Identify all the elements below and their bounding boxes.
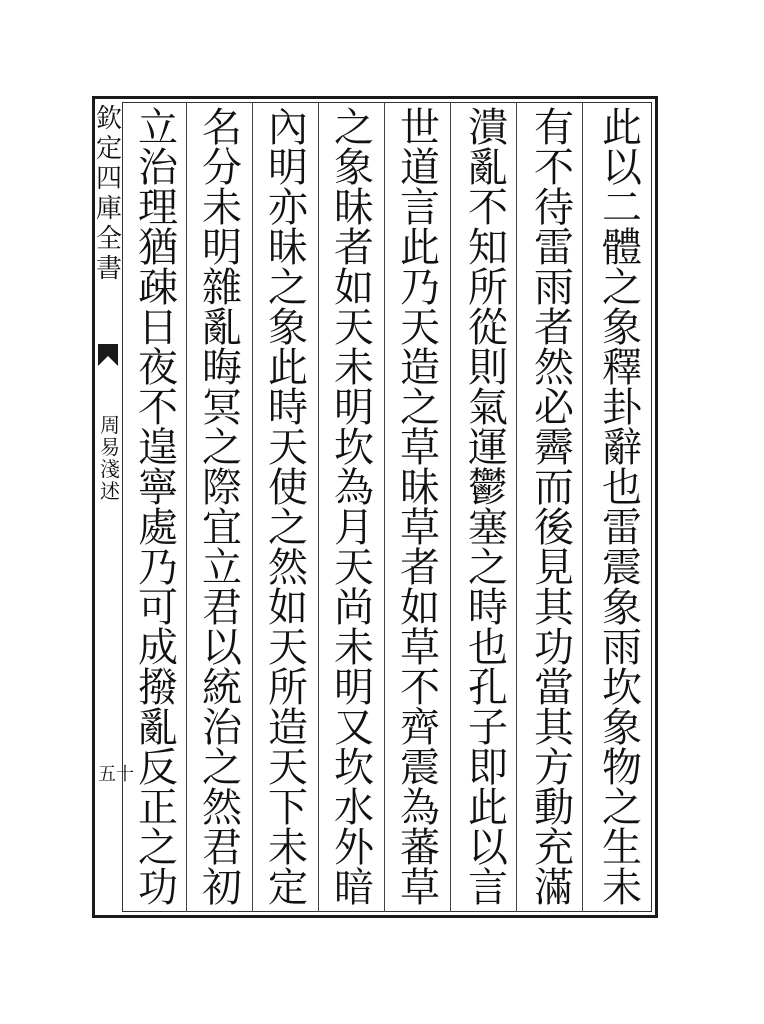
character: 動: [534, 785, 574, 831]
character: 天: [268, 625, 308, 671]
character: 明: [334, 665, 374, 711]
character: 之: [202, 425, 242, 471]
character: 亂: [468, 145, 508, 191]
character: 之: [602, 265, 642, 311]
character: 功: [534, 625, 574, 671]
character: 象: [334, 145, 374, 191]
character: 日: [138, 305, 178, 351]
character: 後: [534, 505, 574, 551]
character: 方: [534, 745, 574, 791]
character: 以: [468, 825, 508, 871]
character: 造: [400, 345, 440, 391]
character: 子: [468, 705, 508, 751]
character: 尚: [334, 585, 374, 631]
character: 之: [334, 105, 374, 151]
character: 君: [202, 825, 242, 871]
character: 坎: [334, 745, 374, 791]
character: 孔: [468, 665, 508, 711]
character: 周: [100, 413, 120, 437]
character: 淺: [100, 457, 120, 481]
character: 之: [268, 265, 308, 311]
character: 此: [268, 345, 308, 391]
character: 撥: [138, 665, 178, 711]
character: 坎: [334, 425, 374, 471]
character: 草: [400, 505, 440, 551]
section-title: [100, 414, 120, 502]
character: 亦: [268, 185, 308, 231]
character: 辭: [602, 425, 642, 471]
character: 者: [534, 305, 574, 351]
character: 晦: [202, 345, 242, 391]
character: 充: [534, 825, 574, 871]
character: 此: [602, 105, 642, 151]
page-number: 五十: [98, 764, 134, 785]
character: 者: [334, 225, 374, 271]
character: 乃: [400, 265, 440, 311]
character: 遑: [138, 425, 178, 471]
character: 所: [268, 665, 308, 711]
character: 述: [100, 479, 120, 503]
character: 統: [202, 665, 242, 711]
character: 昧: [334, 185, 374, 231]
character: 草: [400, 425, 440, 471]
character: 之: [468, 545, 508, 591]
text-column-3: [456, 105, 520, 911]
text-column-8: [126, 105, 190, 911]
character: 以: [602, 145, 642, 191]
character: 反: [138, 745, 178, 791]
character: 明: [268, 145, 308, 191]
character: 治: [202, 705, 242, 751]
character: 未: [334, 345, 374, 391]
character: 象: [602, 705, 642, 751]
character: 氣: [468, 385, 508, 431]
text-column-2: [522, 105, 586, 911]
character: 四: [96, 164, 123, 194]
character: 之: [602, 785, 642, 831]
character: 天: [268, 425, 308, 471]
character: 之: [202, 745, 242, 791]
character: 亂: [138, 705, 178, 751]
character: 定: [96, 134, 123, 164]
character: 水: [334, 785, 374, 831]
character: 草: [400, 625, 440, 671]
text-column-4: [388, 105, 452, 911]
character: 未: [602, 865, 642, 911]
character: 明: [202, 225, 242, 271]
character: 寧: [138, 465, 178, 511]
character: 待: [534, 185, 574, 231]
character: 運: [468, 425, 508, 471]
character: 未: [202, 185, 242, 231]
fishtail-mark-icon: [96, 340, 120, 370]
character: 如: [268, 585, 308, 631]
character: 欽: [96, 104, 123, 134]
character: 震: [400, 745, 440, 791]
character: 不: [138, 385, 178, 431]
character: 則: [468, 345, 508, 391]
character: 如: [400, 585, 440, 631]
character: 道: [400, 145, 440, 191]
character: 冥: [202, 385, 242, 431]
character: 鬱: [468, 465, 508, 511]
text-column-6: [256, 105, 320, 911]
character: 下: [268, 785, 308, 831]
character: 坎: [602, 665, 642, 711]
character: 處: [138, 505, 178, 551]
character: 也: [602, 465, 642, 511]
character: 庫: [96, 194, 123, 224]
character: 當: [534, 665, 574, 711]
text-column-1: [590, 105, 654, 911]
character: 書: [96, 254, 123, 284]
character: 時: [268, 385, 308, 431]
character: 者: [400, 545, 440, 591]
character: 月: [334, 505, 374, 551]
character: 言: [468, 865, 508, 911]
character: 為: [400, 785, 440, 831]
character: 有: [534, 105, 574, 151]
character: 知: [468, 225, 508, 271]
character: 立: [138, 105, 178, 151]
character: 卦: [602, 385, 642, 431]
character: 猶: [138, 225, 178, 271]
character: 使: [268, 465, 308, 511]
character: 正: [138, 785, 178, 831]
character: 亂: [202, 305, 242, 351]
character: 理: [138, 185, 178, 231]
character: 所: [468, 265, 508, 311]
text-column-5: [322, 105, 386, 911]
character: 易: [100, 435, 120, 459]
character: 雨: [602, 625, 642, 671]
character: 君: [202, 585, 242, 631]
character: 其: [534, 585, 574, 631]
character: 即: [468, 745, 508, 791]
character: 雷: [534, 225, 574, 271]
character: 分: [202, 145, 242, 191]
character: 可: [138, 585, 178, 631]
character: 時: [468, 585, 508, 631]
character: 從: [468, 305, 508, 351]
character: 潰: [468, 105, 508, 151]
character: 外: [334, 825, 374, 871]
character: 震: [602, 545, 642, 591]
character: 見: [534, 545, 574, 591]
character: 天: [334, 545, 374, 591]
character: 為: [334, 465, 374, 511]
character: 之: [138, 825, 178, 871]
character: 霽: [534, 425, 574, 471]
character: 釋: [602, 345, 642, 391]
character: 天: [400, 305, 440, 351]
character: 二: [602, 185, 642, 231]
character: 全: [96, 224, 123, 254]
character: 際: [202, 465, 242, 511]
character: 初: [202, 865, 242, 911]
character: 昧: [268, 225, 308, 271]
character: 造: [268, 705, 308, 751]
character: 世: [400, 105, 440, 151]
character: 又: [334, 705, 374, 751]
character: 名: [202, 105, 242, 151]
character: 此: [400, 225, 440, 271]
character: 以: [202, 625, 242, 671]
character: 天: [268, 745, 308, 791]
character: 象: [602, 305, 642, 351]
character: 然: [534, 345, 574, 391]
character: 象: [268, 305, 308, 351]
character: 不: [534, 145, 574, 191]
character: 然: [202, 785, 242, 831]
character: 天: [334, 305, 374, 351]
character: 滿: [534, 865, 574, 911]
character: 蕃: [400, 825, 440, 871]
character: 昧: [400, 465, 440, 511]
character: 宜: [202, 505, 242, 551]
character: 也: [468, 625, 508, 671]
character: 立: [202, 545, 242, 591]
character: 乃: [138, 545, 178, 591]
character: 此: [468, 785, 508, 831]
text-column-7: [190, 105, 254, 911]
character: 之: [268, 505, 308, 551]
character: 暗: [334, 865, 374, 911]
character: 必: [534, 385, 574, 431]
character: 成: [138, 625, 178, 671]
character: 而: [534, 465, 574, 511]
character: 未: [334, 625, 374, 671]
character: 塞: [468, 505, 508, 551]
character: 齊: [400, 705, 440, 751]
character: 不: [400, 665, 440, 711]
character: 雜: [202, 265, 242, 311]
character: 體: [602, 225, 642, 271]
character: 雨: [534, 265, 574, 311]
character: 功: [138, 865, 178, 911]
character: 生: [602, 825, 642, 871]
character: 夜: [138, 345, 178, 391]
character: 疎: [138, 265, 178, 311]
character: 草: [400, 865, 440, 911]
character: 物: [602, 745, 642, 791]
character: 明: [334, 385, 374, 431]
character: 內: [268, 105, 308, 151]
character: 然: [268, 545, 308, 591]
character: 不: [468, 185, 508, 231]
character: 其: [534, 705, 574, 751]
character: 言: [400, 185, 440, 231]
character: 象: [602, 585, 642, 631]
character: 如: [334, 265, 374, 311]
character: 治: [138, 145, 178, 191]
character: 雷: [602, 505, 642, 551]
character: 未: [268, 825, 308, 871]
character: 之: [400, 385, 440, 431]
character: 定: [268, 865, 308, 911]
